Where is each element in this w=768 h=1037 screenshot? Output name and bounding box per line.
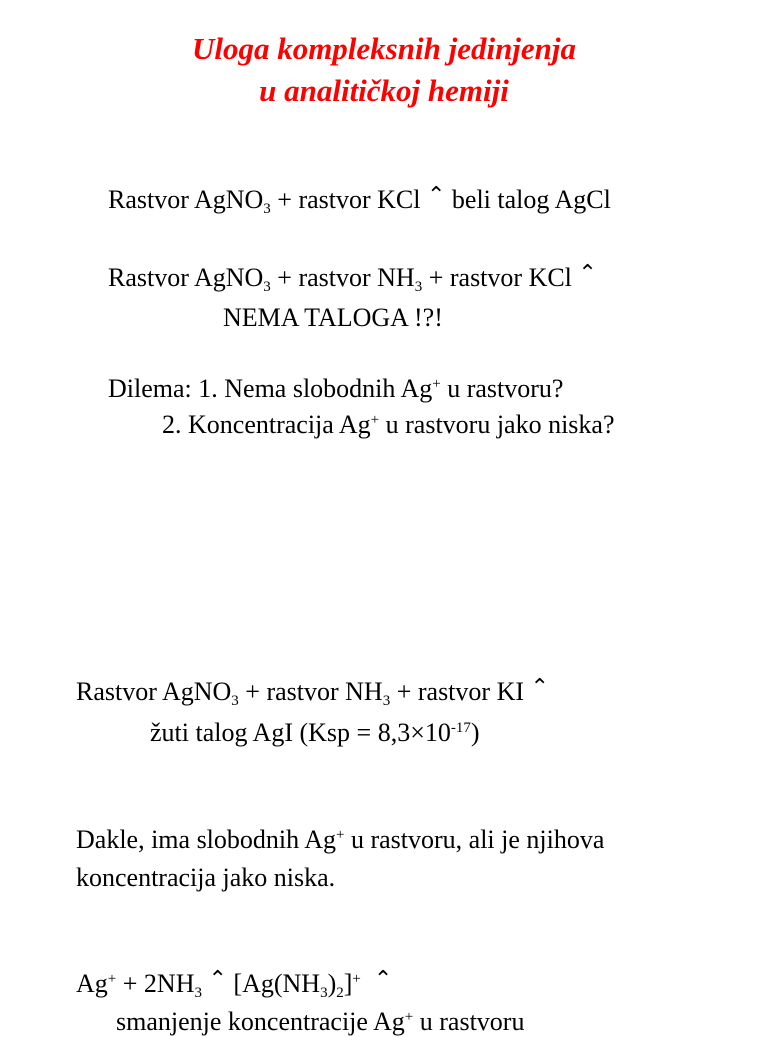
- equation-agno3-nh3-kcl: Rastvor AgNO$_3$ + rastvor $NH_3$ + rastvor KCl ⌃: [108, 261, 597, 295]
- complex-equilibrium-equation: $Ag^+ + 2NH_3$ ⌃ $[Ag(NH_3)_2]^+$ ⌃: [76, 967, 393, 1001]
- equation-agno3-nh3-ki: Rastvor AgNO$_3$ + rastvor $NH_3$ + rastvor KI ⌃: [76, 675, 549, 709]
- dilemma-line-2: 2. Koncentracija Ag+ u rastvoru jako niska?: [162, 410, 615, 439]
- yellow-precipitate-result: žuti talog AgI $(Ksp = 8,3\times 10^{-17})$: [150, 718, 480, 747]
- title-line-2: u analitičkoj hemiji: [259, 73, 509, 108]
- title-line-1: Uloga kompleksnih jedinjenja: [191, 31, 577, 66]
- conclusion-line-1: Dakle, ima slobodnih Ag+ u rastvoru, ali je njihova: [76, 825, 605, 854]
- no-precipitate-result: NEMA TALOGA !?!: [223, 303, 443, 332]
- equation-agno3-kcl: Rastvor AgNO$_3$ + rastvor KCl ⌃ beli talog AgCl: [108, 183, 611, 217]
- dilemma-line-1: Dilema: 1. Nema slobodnih Ag+ u rastvoru?: [108, 374, 564, 403]
- concentration-decrease-line: smanjenje koncentracije Ag+ u rastvoru: [116, 1007, 525, 1036]
- conclusion-line-2: koncentracija jako niska.: [76, 863, 336, 892]
